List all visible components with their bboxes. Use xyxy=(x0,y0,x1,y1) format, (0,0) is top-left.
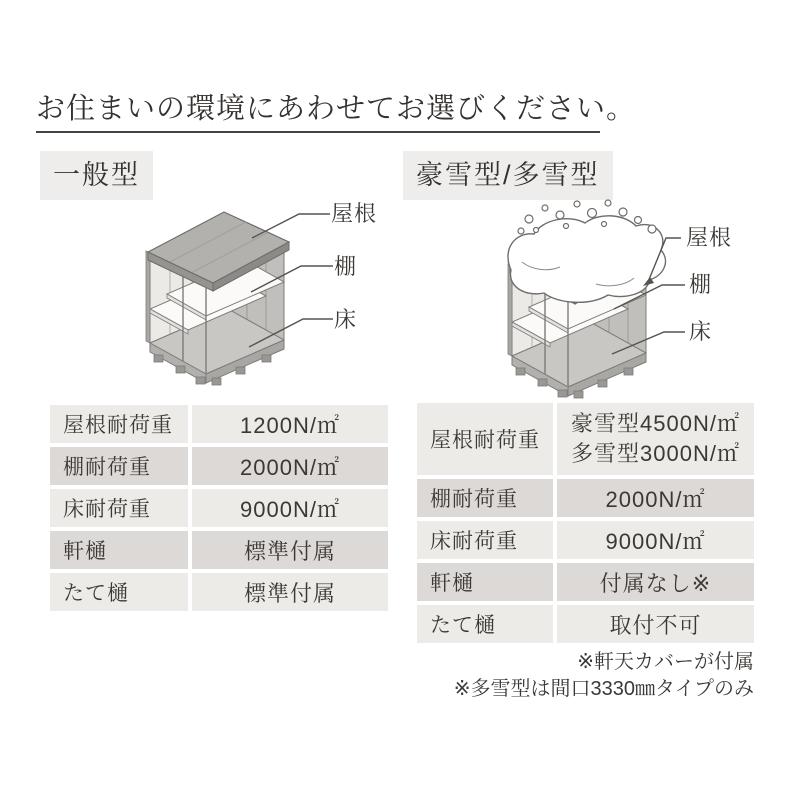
spec-table-general xyxy=(50,405,388,611)
spec-label: たて樋 xyxy=(417,605,553,643)
spec-value: 取付不可 xyxy=(557,605,754,643)
general-leader-lines xyxy=(249,214,333,347)
spec-row xyxy=(417,563,754,601)
spec-value: 標準付属 xyxy=(192,573,388,611)
spec-label: 床耐荷重 xyxy=(50,489,188,527)
spec-value: 1200N/㎡ xyxy=(192,405,388,443)
heading-general-type: 一般型 xyxy=(40,151,153,200)
spec-row xyxy=(50,405,388,443)
snow-shed-illustration xyxy=(508,225,651,398)
snow-roof-label: 屋根 xyxy=(686,225,733,250)
spec-label: 床耐荷重 xyxy=(417,521,553,559)
spec-value: 標準付属 xyxy=(192,531,388,569)
general-roof-label: 屋根 xyxy=(331,201,378,226)
spec-value: 2000N/㎡ xyxy=(557,479,754,517)
spec-row xyxy=(417,521,754,559)
spec-row xyxy=(50,573,388,611)
general-shed-illustration xyxy=(146,212,289,385)
spec-label: 棚耐荷重 xyxy=(50,447,188,485)
spec-value-line-1: 豪雪型4500N/㎡ xyxy=(571,411,740,436)
footnote-eave-cover: ※軒天カバーが付属 xyxy=(577,651,754,673)
snow-floor-label: 床 xyxy=(689,319,713,344)
heading-snow-type: 豪雪型/多雪型 xyxy=(403,151,613,200)
spec-row xyxy=(417,479,754,517)
spec-label: 軒樋 xyxy=(417,563,553,601)
spec-value xyxy=(557,403,754,475)
spec-label: 軒樋 xyxy=(50,531,188,569)
general-floor-label: 床 xyxy=(334,307,358,332)
title-underline xyxy=(36,131,600,133)
snow-cap-icon xyxy=(508,200,666,302)
snow-leader-lines xyxy=(612,238,685,354)
general-shelf-label: 棚 xyxy=(334,254,358,279)
snow-shelf-label: 棚 xyxy=(689,272,713,297)
spec-row xyxy=(50,531,388,569)
spec-label: 屋根耐荷重 xyxy=(50,405,188,443)
spec-value: 9000N/㎡ xyxy=(557,521,754,559)
spec-value: 2000N/㎡ xyxy=(192,447,388,485)
spec-label: 棚耐荷重 xyxy=(417,479,553,517)
page-title: お住まいの環境にあわせてお選びください。 xyxy=(36,93,637,125)
spec-row xyxy=(417,605,754,643)
footnote-multi-snow-width: ※多雪型は間口3330㎜タイプのみ xyxy=(453,678,754,700)
spec-row xyxy=(417,403,754,475)
spec-label: たて樋 xyxy=(50,573,188,611)
spec-label: 屋根耐荷重 xyxy=(417,403,553,475)
spec-row xyxy=(50,489,388,527)
snowflakes-icon xyxy=(518,200,656,234)
spec-value: 付属なし※ xyxy=(557,563,754,601)
spec-value: 9000N/㎡ xyxy=(192,489,388,527)
spec-table-snow xyxy=(417,403,754,643)
footnotes xyxy=(417,649,754,703)
spec-row xyxy=(50,447,388,485)
spec-value-line-2: 多雪型3000N/㎡ xyxy=(571,441,740,466)
